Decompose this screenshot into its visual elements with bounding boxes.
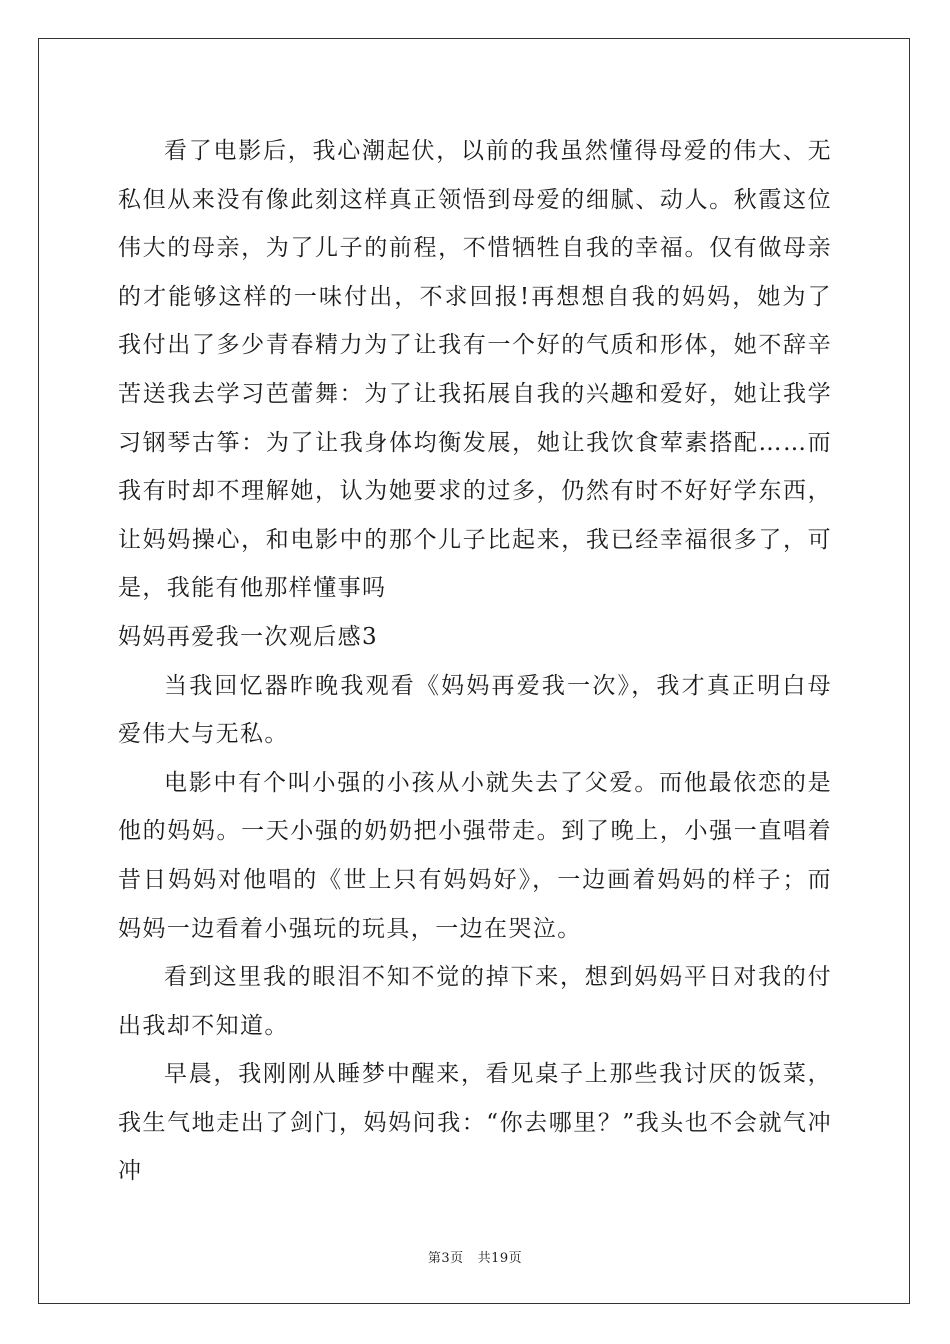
paragraph: 看了电影后，我心潮起伏，以前的我虽然懂得母爱的伟大、无私但从来没有像此刻这样真正领悟到母爱的细腻、动人。秋霞这位伟大的母亲，为了儿子的前程，不惜牺牲自我的幸福。仅有做母亲的才能够这样的一味付出，不求回报!再想想自我的妈妈，她为了我付出了多少青春精力为了让我有一个好的气质和形体，她不辞辛苦送我去学习芭蕾舞：为了让我拓展自我的兴趣和爱好，她让我学习钢琴古筝：为了让我身体均衡发展，她让我饮食荤素搭配……而我有时却不理解她，认为她要求的过多，仍然有时不好好学东西，让妈妈操心，和电影中的那个儿子比起来，我已经幸福很多了，可是，我能有他那样懂事吗 <box>118 138 832 602</box>
paragraph: 看到这里我的眼泪不知不觉的掉下来，想到妈妈平日对我的付出我却不知道。 <box>118 964 832 1039</box>
section-heading: 妈妈再爱我一次观后感3 <box>118 623 379 650</box>
document-body <box>118 127 832 1196</box>
page-footer <box>0 1247 950 1266</box>
paragraph: 当我回忆器昨晚我观看《妈妈再爱我一次》，我才真正明白母爱伟大与无私。 <box>118 672 832 748</box>
paragraph: 早晨，我刚刚从睡梦中醒来，看见桌子上那些我讨厌的饭菜，我生气地走出了剑门，妈妈问我：“你去哪里？”我头也不会就气冲冲 <box>118 1061 832 1185</box>
paragraph: 电影中有个叫小强的小孩从小就失去了父爱。而他最依恋的是他的妈妈。一天小强的奶奶把小强带走。到了晚上，小强一直唱着昔日妈妈对他唱的《世上只有妈妈好》，一边画着妈妈的样子；而妈妈一边看着小强玩的玩具，一边在哭泣。 <box>118 769 832 942</box>
page-number: 第3页 <box>427 1251 464 1266</box>
total-pages: 共19页 <box>477 1251 523 1266</box>
